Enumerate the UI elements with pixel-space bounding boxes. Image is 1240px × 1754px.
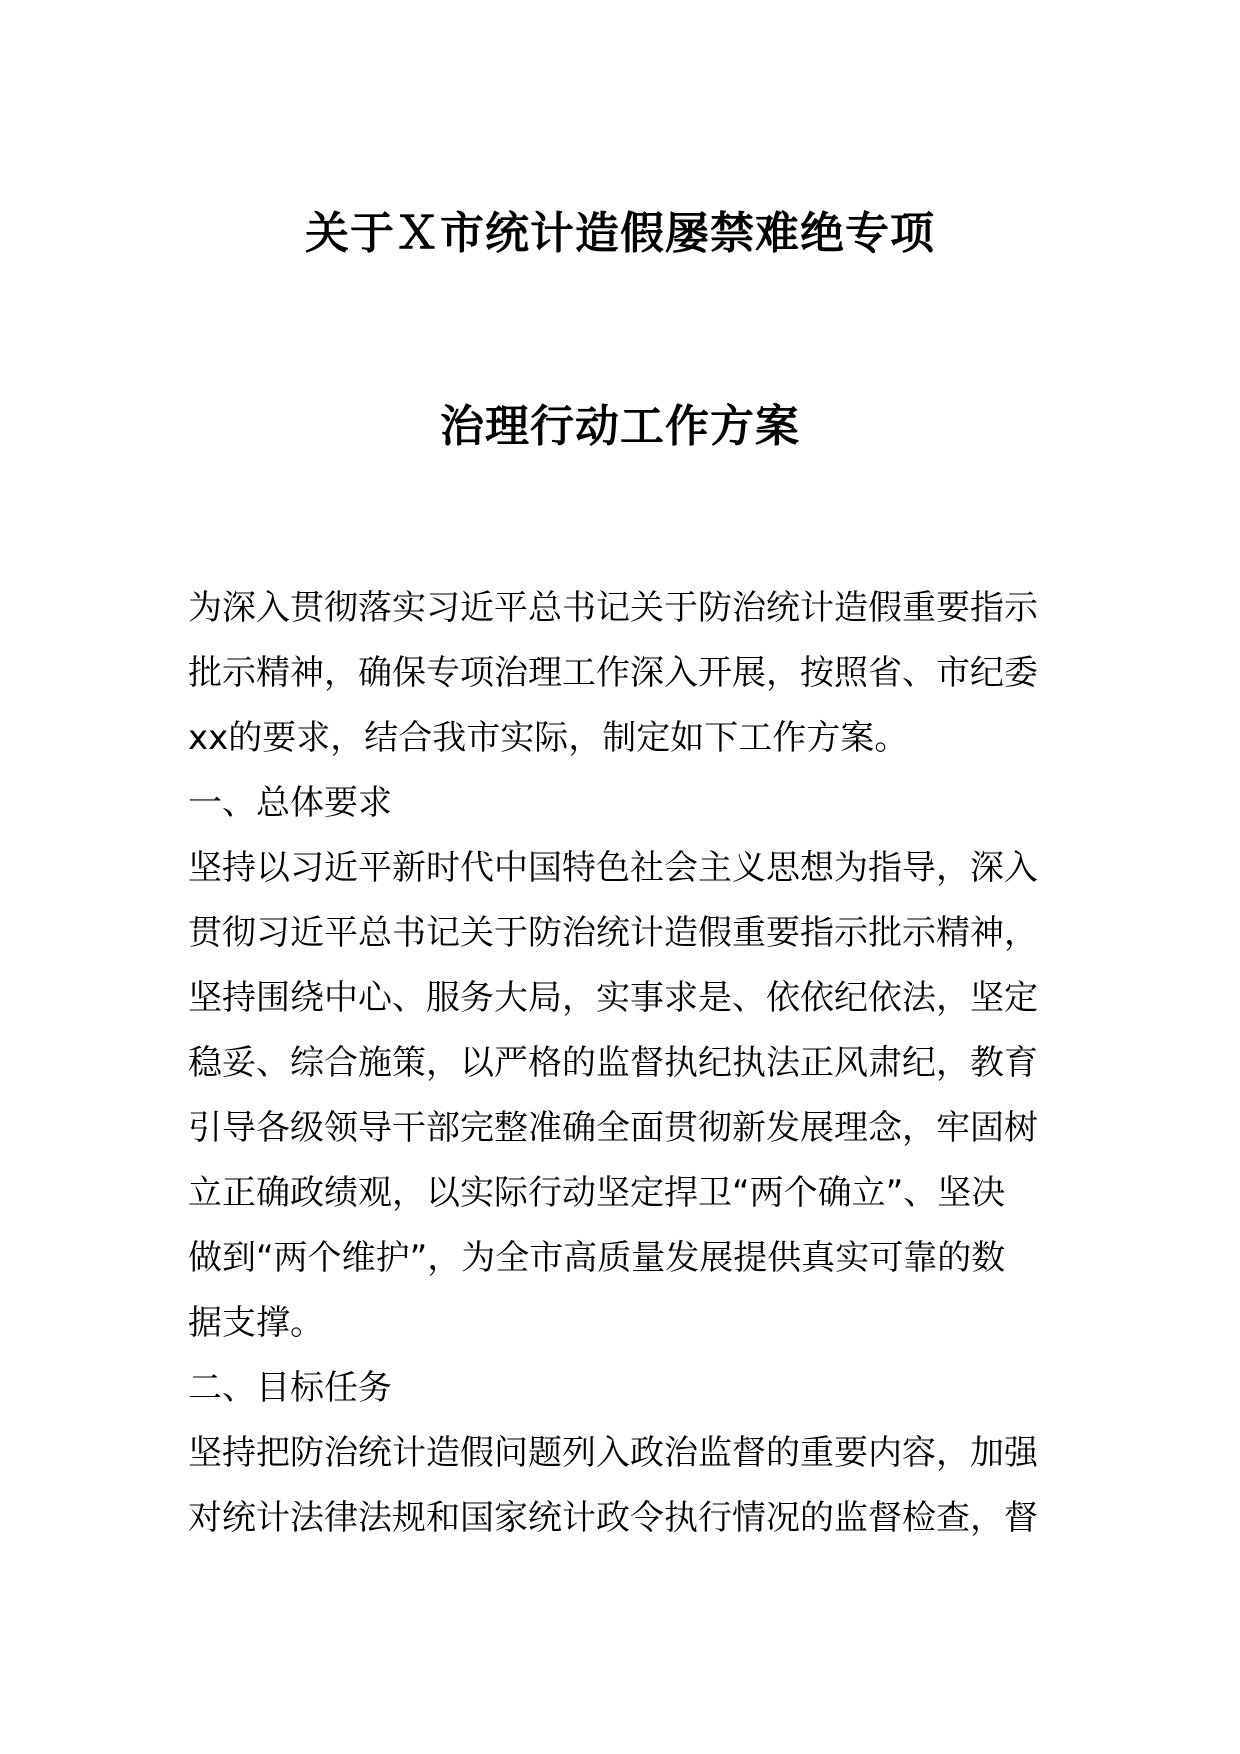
body-line: 批示精神，确保专项治理工作深入开展，按照省、市纪委: [188, 653, 1038, 693]
body-line: 做到“两个维护”，为全市高质量发展提供真实可靠的数: [188, 1238, 1006, 1278]
body-line: 坚持以习近平新时代中国特色社会主义思想为指导，深入: [188, 848, 1038, 888]
body-line: 为深入贯彻落实习近平总书记关于防治统计造假重要指示: [188, 588, 1038, 628]
body-line: 坚持把防治统计造假问题列入政治监督的重要内容，加强: [188, 1433, 1038, 1473]
body-line: 坚持围绕中心、服务大局，实事求是、依依纪依法，坚定: [188, 978, 1038, 1018]
body-line: 立正确政绩观，以实际行动坚定捍卫“两个确立”、坚决: [188, 1173, 1006, 1213]
document-title-line-2: 治理行动工作方案: [440, 401, 800, 452]
document-body: [188, 576, 1052, 1551]
body-line: xx的要求，结合我市实际，制定如下工作方案。: [188, 718, 909, 758]
section-heading: 一、总体要求: [188, 783, 392, 823]
body-line: 据支撑。: [188, 1303, 324, 1343]
body-line: 引导各级领导干部完整准确全面贯彻新发展理念，牢固树: [188, 1108, 1038, 1148]
body-line: 贯彻习近平总书记关于防治统计造假重要指示批示精神，: [188, 913, 1038, 953]
section-heading: 二、目标任务: [188, 1368, 392, 1408]
body-line: 稳妥、综合施策，以严格的监督执纪执法正风肃纪，教育: [188, 1043, 1038, 1083]
document-title-line-1: 关于Ｘ市统计造假屡禁难绝专项: [305, 208, 935, 259]
body-line: 对统计法律法规和国家统计政令执行情况的监督检查，督: [188, 1498, 1038, 1538]
